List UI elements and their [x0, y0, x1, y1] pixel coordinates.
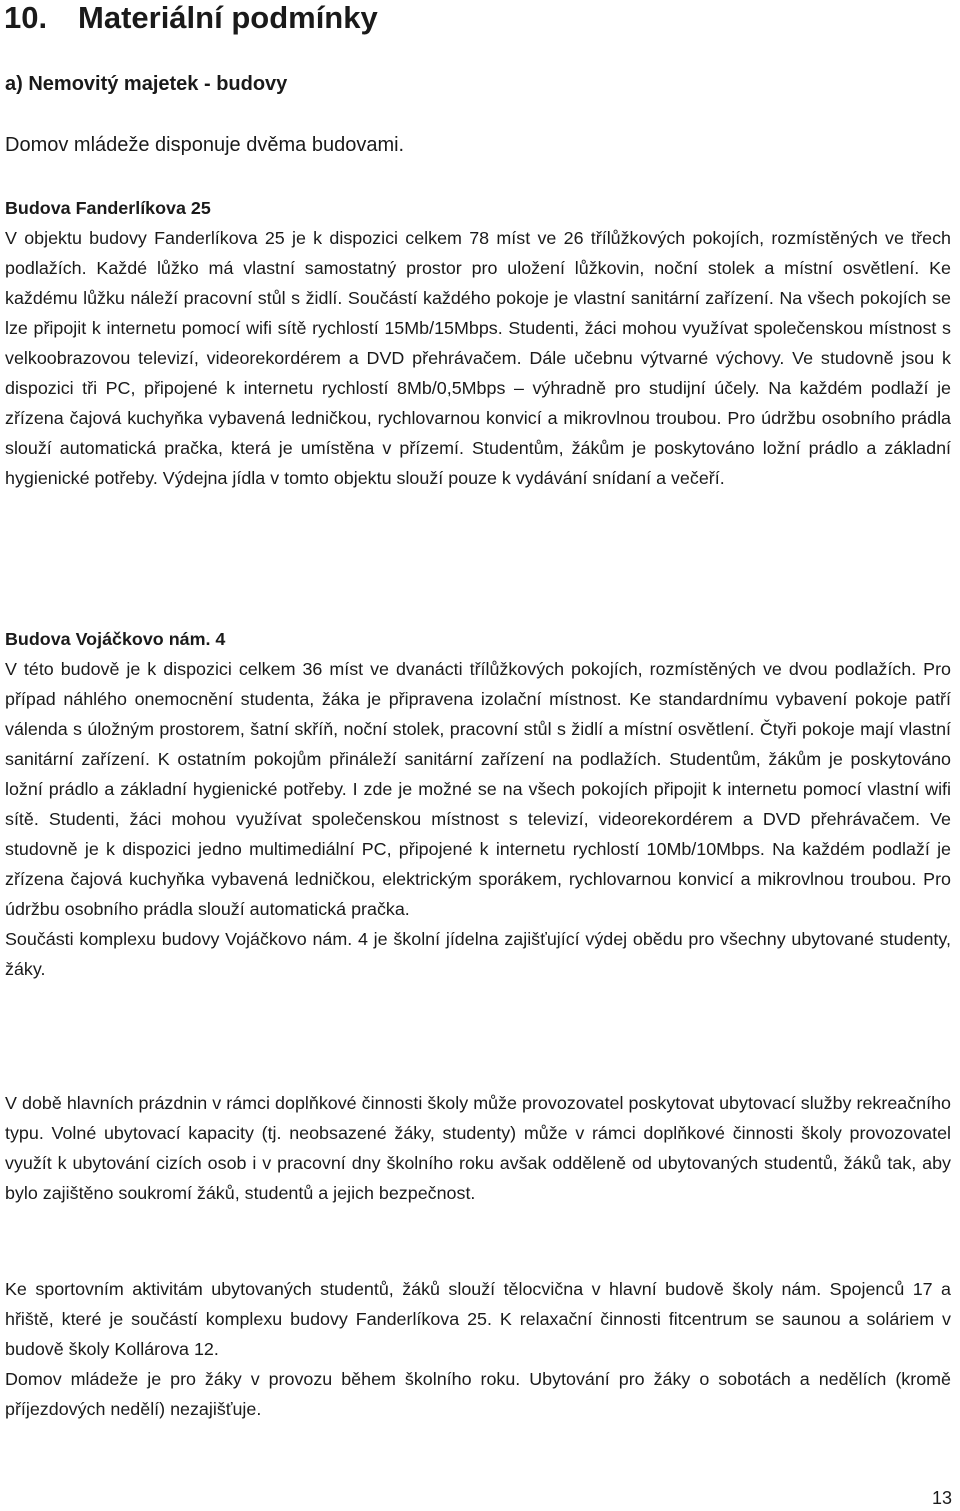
building2-title: Budova Vojáčkovo nám. 4 — [5, 629, 226, 649]
intro-text: Domov mládeže disponuje dvěma budovami. — [5, 134, 405, 156]
building2-text: V této budově je k dispozici celkem 36 míst ve dvanácti třílůžkových pokojích, rozmístěných ve dvou podlažích. Pro případ náhlého onemocnění studenta, žáka je připravena izolační místnost. Ke standardnímu vybavení pokoje patří válenda s úložným prostorem, šatní skříň, noční stolek, pracovní stůl s židlí a místní osvětlení. Čtyři pokoje mají vlastní sanitární zařízení. K ostatním pokojům přináleží sanitární zařízení na podlažích. Studentům, žákům je poskytováno ložní prádlo a základní hygienické potřeby. I zde je možné se na všech pokojích připojit k internetu pomocí vlastní wifi sítě. Studenti, žáci mohou využívat společenskou místnost s televizí, videorekordérem a DVD přehrávačem. Ve studovně je k dispozici jedno multimediální PC, připojené k internetu rychlostí 10Mb/10Mbps. Na každém podlaží je zřízena čajová kuchyňka vybavená ledničkou, elektrickým sporákem, rychlovarnou konvicí a mikrovlnou troubou. Pro údržbu osobního prádla slouží automatická pračka. — [5, 659, 951, 919]
building1-text: V objektu budovy Fanderlíkova 25 je k dispozici celkem 78 míst ve 26 třílůžkových pokojích, rozmístěných ve třech podlažích. Každé lůžko má vlastní samostatný prostor pro uložení lůžkovin, noční stolek a místní osvětlení. Ke každému lůžku náleží pracovní stůl s židlí. Součástí každého pokoje je vlastní sanitární zařízení. Na všech pokojích se lze připojit k internetu pomocí wifi sítě rychlostí 15Mb/15Mbps. Studenti, žáci mohou využívat společenskou místnost s velkoobrazovou televizí, videorekordérem a DVD přehrávačem. Dále učebnu výtvarné výchovy. Ve studovně jsou k dispozici tři PC, připojené k internetu rychlostí 8Mb/0,5Mbps – výhradně pro studijní účely. Na každém podlaží je zřízena čajová kuchyňka vybavená ledničkou, rychlovarnou konvicí a mikrovlnou troubou. Pro údržbu osobního prádla slouží automatická pračka, která je umístěna v přízemí. Studentům, žákům je poskytováno ložní prádlo a základní hygienické potřeby. Výdejna jídla v tomto objektu slouží pouze k vydávání snídaní a večeří. — [5, 228, 951, 488]
building2-section — [5, 624, 951, 984]
building1-section — [5, 193, 951, 493]
operation-text: Domov mládeže je pro žáky v provozu během školního roku. Ubytování pro žáky o sobotách a nedělích (kromě příjezdových nedělí) nezajišťuje. — [5, 1369, 951, 1419]
holidays-section — [5, 1088, 951, 1208]
holidays-text: V době hlavních prázdnin v rámci doplňkové činnosti školy může provozovatel poskytovat ubytovací služby rekreačního typu. Volné ubytovací kapacity (tj. neobsazené žáky, studenty) může v rámci doplňkové činnosti školy provozovatel využít k ubytování cizích osob i v pracovní dny školního roku avšak odděleně od ubytovaných studentů, žáků tak, aby bylo zajištěno soukromí žáků, studentů a jejich bezpečnost. — [5, 1093, 951, 1203]
building2-text2: Součásti komplexu budovy Vojáčkovo nám. 4 je školní jídelna zajišťující výdej obědu pro všechny ubytované studenty, žáky. — [5, 929, 951, 979]
section-number: 10. — [4, 0, 48, 35]
subsection-heading: a) Nemovitý majetek - budovy — [5, 73, 288, 95]
section-heading — [4, 0, 378, 38]
page-number: 13 — [931, 1488, 952, 1508]
sports-text: Ke sportovním aktivitám ubytovaných studentů, žáků slouží tělocvična v hlavní budově školy nám. Spojenců 17 a hřiště, které je součástí komplexu budovy Fanderlíkova 25. K relaxační činnosti fitcentrum se saunou a soláriem v budově školy Kollárova 12. — [5, 1279, 951, 1359]
section-title: Materiální podmínky — [78, 0, 378, 35]
sports-section — [5, 1274, 951, 1424]
building1-title: Budova Fanderlíkova 25 — [5, 198, 211, 218]
